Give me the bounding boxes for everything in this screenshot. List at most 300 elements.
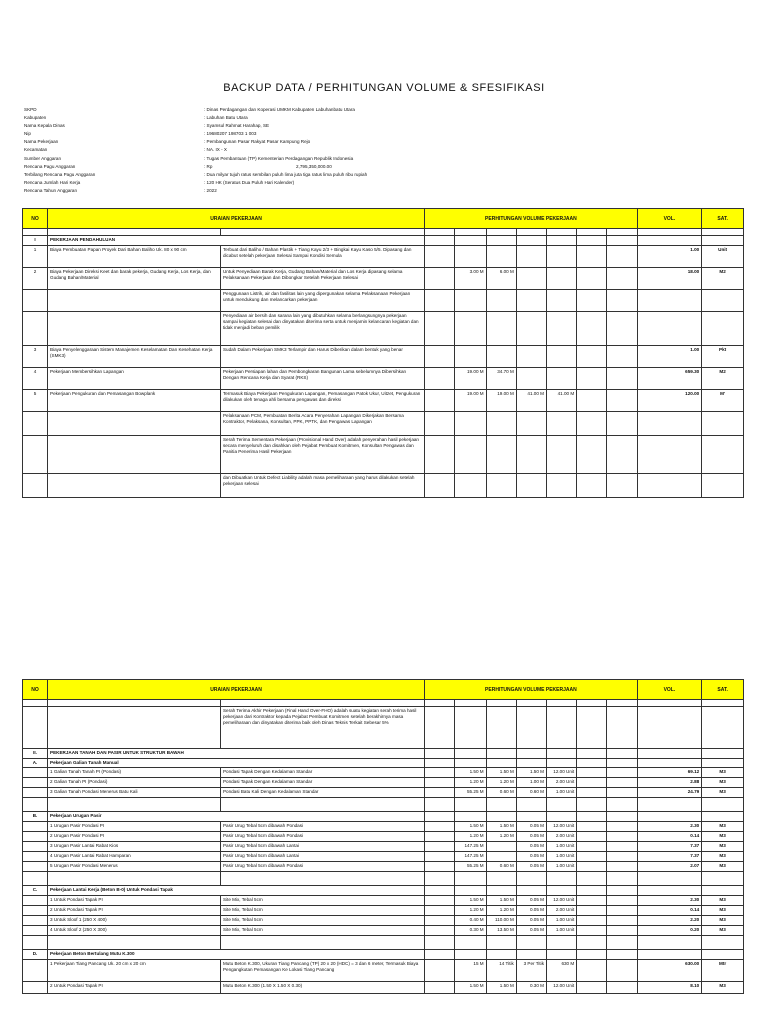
section-title: PEKERJAAN PENDAHULUAN bbox=[48, 236, 425, 246]
table-cell bbox=[607, 474, 637, 498]
row-no: C. bbox=[23, 886, 48, 896]
calc-value: 110.00 M bbox=[486, 916, 516, 926]
row-item: 4 Untuk Sloof 2 (250 X 300) bbox=[48, 926, 221, 936]
table-row bbox=[23, 960, 744, 982]
table-row bbox=[23, 368, 744, 390]
table-cell bbox=[516, 700, 546, 707]
table-cell bbox=[577, 960, 607, 982]
calc-value bbox=[455, 346, 486, 368]
calc-value bbox=[516, 290, 546, 312]
table-cell bbox=[455, 886, 486, 896]
calc-value: 1.20 M bbox=[455, 906, 486, 916]
table-cell bbox=[607, 759, 637, 768]
row-no bbox=[23, 474, 48, 498]
row-desc: Pasir Urug Tebal 5cm dibawah Pondasi bbox=[220, 862, 424, 872]
meta-row bbox=[24, 114, 744, 122]
table-cell bbox=[425, 812, 455, 822]
table-cell bbox=[607, 346, 637, 368]
calc-value: 1.00 Unit bbox=[547, 926, 577, 936]
meta-label: SKPD bbox=[24, 107, 37, 112]
row-no bbox=[23, 960, 48, 982]
table-cell bbox=[607, 936, 637, 950]
calc-value: 41.00 M bbox=[516, 390, 546, 412]
row-item bbox=[48, 707, 221, 749]
header-uraian: URAIAN PEKERJAAN bbox=[48, 680, 425, 700]
meta-label: Kabupaten bbox=[24, 115, 47, 121]
meta-row bbox=[24, 171, 744, 179]
row-unit bbox=[702, 312, 744, 346]
table-cell bbox=[607, 812, 637, 822]
table-cell bbox=[607, 788, 637, 798]
table-cell bbox=[577, 798, 607, 812]
row-no bbox=[23, 842, 48, 852]
table-cell bbox=[23, 700, 48, 707]
table-cell bbox=[425, 368, 455, 390]
calc-value bbox=[516, 346, 546, 368]
calc-value: 19.00 M bbox=[455, 390, 486, 412]
calc-value: 0.60 M bbox=[486, 788, 516, 798]
table-row bbox=[23, 788, 744, 798]
table-cell bbox=[425, 700, 455, 707]
table-cell bbox=[425, 842, 455, 852]
row-item: 1 Urugan Pasir Pondasi PI bbox=[48, 822, 221, 832]
calc-value: 1.50 M bbox=[455, 896, 486, 906]
calc-value bbox=[547, 474, 577, 498]
row-unit: M' bbox=[702, 390, 744, 412]
table-cell bbox=[577, 886, 607, 896]
row-desc: Sudah Dalam Pekerjaan SMK3 Terlampir dan Harus Diberikan dalam bentuk yang benar bbox=[220, 346, 424, 368]
meta-row bbox=[24, 138, 744, 146]
calc-value bbox=[455, 936, 486, 950]
table-cell bbox=[702, 749, 744, 759]
row-unit: Pkt bbox=[702, 346, 744, 368]
table-cell bbox=[577, 412, 607, 436]
calc-value: 1.50 M bbox=[486, 768, 516, 778]
row-no: 3 bbox=[23, 346, 48, 368]
table-cell bbox=[607, 872, 637, 886]
table-cell bbox=[486, 812, 516, 822]
calc-value: 1.50 M bbox=[455, 822, 486, 832]
table-cell bbox=[547, 886, 577, 896]
table-cell bbox=[547, 229, 577, 236]
table-cell bbox=[425, 960, 455, 982]
row-no bbox=[23, 822, 48, 832]
table-cell bbox=[607, 950, 637, 960]
calc-value bbox=[547, 290, 577, 312]
page-title: BACKUP DATA / PERHITUNGAN VOLUME & SFESIFIKASI bbox=[223, 82, 545, 94]
meta-label: Sumber Anggaran bbox=[24, 155, 62, 161]
calc-value bbox=[455, 246, 486, 268]
table-cell bbox=[425, 474, 455, 498]
table-cell bbox=[607, 368, 637, 390]
row-volume: 2.07 bbox=[637, 862, 702, 872]
calc-value bbox=[516, 872, 546, 886]
table-cell bbox=[547, 749, 577, 759]
row-unit: M3 bbox=[702, 852, 744, 862]
calc-value: 12.00 Unit bbox=[547, 982, 577, 994]
row-unit: M3 bbox=[702, 768, 744, 778]
row-volume: 0.20 bbox=[637, 926, 702, 936]
calc-value: 3 Per Titik bbox=[516, 960, 546, 982]
calc-value bbox=[547, 346, 577, 368]
table-cell bbox=[455, 700, 486, 707]
row-desc bbox=[220, 872, 424, 886]
table-cell bbox=[577, 862, 607, 872]
table-cell bbox=[425, 778, 455, 788]
table-cell bbox=[577, 842, 607, 852]
table-cell bbox=[607, 982, 637, 994]
meta-row bbox=[24, 187, 744, 195]
table-cell bbox=[577, 950, 607, 960]
table-cell bbox=[702, 700, 744, 707]
calc-value: 3.00 M bbox=[455, 268, 486, 290]
table-cell bbox=[637, 700, 702, 707]
calc-value bbox=[486, 842, 516, 852]
calc-value: 34.70 M bbox=[486, 368, 516, 390]
table-cell bbox=[425, 268, 455, 290]
meta-label: Terbilang Rencana Pagu Anggaran bbox=[24, 171, 96, 177]
calc-value: 1.20 M bbox=[486, 832, 516, 842]
table-row bbox=[23, 872, 744, 886]
row-no bbox=[23, 926, 48, 936]
table-cell bbox=[455, 950, 486, 960]
calc-value: 2.00 Unit bbox=[547, 906, 577, 916]
table-row bbox=[23, 268, 744, 290]
table-cell bbox=[577, 759, 607, 768]
table-cell bbox=[577, 346, 607, 368]
table-row bbox=[23, 290, 744, 312]
row-volume: 659.30 bbox=[637, 368, 702, 390]
row-volume: 120.00 bbox=[637, 390, 702, 412]
table-cell bbox=[486, 749, 516, 759]
row-volume: 0.14 bbox=[637, 906, 702, 916]
row-item bbox=[48, 798, 221, 812]
row-volume: 24.79 bbox=[637, 788, 702, 798]
row-desc bbox=[220, 936, 424, 950]
meta-row bbox=[24, 155, 744, 163]
meta-value: : Labuhan Batu Utara bbox=[204, 115, 248, 121]
table-row bbox=[23, 982, 744, 994]
table-cell bbox=[637, 886, 702, 896]
row-no bbox=[23, 412, 48, 436]
table-cell bbox=[607, 862, 637, 872]
table-cell bbox=[486, 229, 516, 236]
calc-value: 6.00 M bbox=[486, 268, 516, 290]
table-cell bbox=[607, 700, 637, 707]
calc-value bbox=[455, 412, 486, 436]
table-cell bbox=[577, 707, 607, 749]
row-desc: Pasir Urug Tebal 5cm dibawah Lantai bbox=[220, 842, 424, 852]
row-unit: M3 bbox=[702, 832, 744, 842]
calc-value: 1.20 M bbox=[455, 778, 486, 788]
calc-value bbox=[486, 872, 516, 886]
table-cell bbox=[425, 896, 455, 906]
table-cell bbox=[577, 778, 607, 788]
row-item: 2 Galian Tanah PI (Pondasi) bbox=[48, 778, 221, 788]
table-cell bbox=[547, 950, 577, 960]
calc-value bbox=[516, 798, 546, 812]
row-item: 3 Galian Tanah Pondasi Menerus Batu Kali bbox=[48, 788, 221, 798]
row-item: 2 Untuk Pondasi Tapak PI bbox=[48, 982, 221, 994]
section-title: Pekerjaan Lantai Kerja (Beton B-0) Untuk Pondasi Tapak bbox=[48, 886, 425, 896]
meta-row bbox=[24, 146, 744, 154]
calc-value: 147.25 M bbox=[455, 842, 486, 852]
meta-value: : Pembangunan Pasar Rakyat Pasar Kampung Rejo bbox=[204, 139, 311, 145]
table-cell bbox=[607, 906, 637, 916]
calc-value: 1.20 M bbox=[486, 778, 516, 788]
table-row bbox=[23, 798, 744, 812]
table-cell bbox=[702, 812, 744, 822]
calc-value bbox=[516, 268, 546, 290]
meta-value: : NA. IX - X bbox=[204, 147, 227, 153]
row-unit: M3 bbox=[702, 842, 744, 852]
row-no: D. bbox=[23, 950, 48, 960]
meta-amount: 2,795,350,000.00 bbox=[296, 163, 332, 169]
calc-value bbox=[516, 312, 546, 346]
meta-value: : Syamsul Rahmat Harahap, SE bbox=[204, 123, 270, 129]
row-volume bbox=[637, 936, 702, 950]
row-unit bbox=[702, 872, 744, 886]
table-cell bbox=[425, 862, 455, 872]
row-volume: 1.00 bbox=[637, 346, 702, 368]
calc-value: 1.50 M bbox=[486, 982, 516, 994]
row-unit: M3 bbox=[702, 926, 744, 936]
calc-value: 2.00 Unit bbox=[547, 778, 577, 788]
calc-value bbox=[455, 290, 486, 312]
row-no bbox=[23, 862, 48, 872]
table-cell bbox=[425, 906, 455, 916]
calc-value bbox=[547, 872, 577, 886]
table-cell bbox=[577, 268, 607, 290]
table-row bbox=[23, 862, 744, 872]
section-title: Pekerjaan Galian Tanah Manual bbox=[48, 759, 425, 768]
row-no bbox=[23, 707, 48, 749]
section-row bbox=[23, 236, 744, 246]
row-volume: 2.30 bbox=[637, 822, 702, 832]
calc-value bbox=[516, 474, 546, 498]
table-cell bbox=[425, 916, 455, 926]
row-no bbox=[23, 778, 48, 788]
row-no bbox=[23, 788, 48, 798]
table-cell bbox=[607, 832, 637, 842]
calc-value: 0.05 M bbox=[516, 906, 546, 916]
row-volume: 0.14 bbox=[637, 832, 702, 842]
meta-label: Rencana Tahun Anggaran bbox=[24, 187, 78, 193]
row-volume: 2.20 bbox=[637, 916, 702, 926]
calc-value bbox=[455, 872, 486, 886]
header-sat: SAT. bbox=[702, 680, 744, 700]
row-no bbox=[23, 896, 48, 906]
table-cell bbox=[607, 412, 637, 436]
calc-value: 0.05 M bbox=[516, 832, 546, 842]
table-cell bbox=[607, 749, 637, 759]
table-cell bbox=[516, 950, 546, 960]
row-item: 1 Untuk Pondasi Tapak PI bbox=[48, 896, 221, 906]
table-cell bbox=[577, 788, 607, 798]
table-row bbox=[23, 822, 744, 832]
table-header-row bbox=[23, 680, 744, 700]
table-cell bbox=[425, 832, 455, 842]
row-unit: M3 bbox=[702, 906, 744, 916]
calc-value: 0.05 M bbox=[516, 822, 546, 832]
section-title: Pekerjaan Urugan Pasir bbox=[48, 812, 425, 822]
calc-value bbox=[455, 312, 486, 346]
table-cell bbox=[607, 268, 637, 290]
calc-value bbox=[455, 474, 486, 498]
calc-value: 0.40 M bbox=[455, 916, 486, 926]
table-cell bbox=[425, 390, 455, 412]
table-cell bbox=[577, 436, 607, 474]
table-cell bbox=[425, 236, 455, 246]
calc-value: 1.50 M bbox=[486, 896, 516, 906]
row-desc: Pelaksanaan PCM, Pembuatan Berita Acara Penyerahan Lapangan Dikerjakan Bersama Kontraktor, Pelaksana, Konsultan, PPK, PPTK, dan Pengawas Lapangan bbox=[220, 412, 424, 436]
table-row bbox=[23, 346, 744, 368]
meta-label: Nama Pekerjaan bbox=[24, 139, 59, 145]
calc-value: 1.00 Unit bbox=[547, 842, 577, 852]
row-desc: Mutu Beton K.300 (1.50 X 1.50 X 0.30) bbox=[220, 982, 424, 994]
calc-value: 0.60 M bbox=[516, 788, 546, 798]
row-no bbox=[23, 852, 48, 862]
row-unit: M3 bbox=[702, 822, 744, 832]
calc-value bbox=[516, 436, 546, 474]
row-no bbox=[23, 832, 48, 842]
row-desc: Pasir Urug Tebal 5cm dibawah Lantai bbox=[220, 852, 424, 862]
row-no: I bbox=[23, 236, 48, 246]
section-title: PEKERJAAN TANAH DAN PASIR UNTUK STRUKTUR BAWAH bbox=[48, 749, 425, 759]
table-cell bbox=[486, 700, 516, 707]
row-volume: 8.10 bbox=[637, 982, 702, 994]
row-unit: M3 bbox=[702, 788, 744, 798]
row-desc: Pondasi Tapak Dengan Kedalaman Standar bbox=[220, 778, 424, 788]
row-unit bbox=[702, 436, 744, 474]
row-desc: Pondasi Batu Kali Dengan Kedalaman Standar bbox=[220, 788, 424, 798]
table-row bbox=[23, 707, 744, 749]
table-cell bbox=[607, 778, 637, 788]
table-cell bbox=[577, 896, 607, 906]
table-cell bbox=[607, 290, 637, 312]
table-cell bbox=[425, 436, 455, 474]
table-cell bbox=[607, 246, 637, 268]
meta-row bbox=[24, 163, 744, 171]
calc-value: 0.05 M bbox=[516, 842, 546, 852]
row-desc: Serah Terima Sementara Pekerjaan (Provisional Hand Over) adalah penyerahan hasil pekerjaan secara menyeluruh dan disahkan oleh Pejabat Pembuat Komitmen, Konsultan Pengawas dan Panitia Penerima Hasil Pekerjaan bbox=[220, 436, 424, 474]
row-item: Biaya Pekerjaan Direksi Keet dan barak pekerja, Gudang Kerja, Los Kerja, dan Gudang Bahan/Material bbox=[48, 268, 221, 290]
table-cell bbox=[577, 812, 607, 822]
row-no: 4 bbox=[23, 368, 48, 390]
row-item: 2 Urugan Pasir Pondasi PI bbox=[48, 832, 221, 842]
table-cell bbox=[425, 950, 455, 960]
table-cell bbox=[577, 926, 607, 936]
table-cell bbox=[637, 759, 702, 768]
meta-row bbox=[24, 130, 744, 138]
table-cell bbox=[607, 916, 637, 926]
calc-value bbox=[486, 936, 516, 950]
calc-value bbox=[486, 412, 516, 436]
table-cell bbox=[577, 982, 607, 994]
table-row bbox=[23, 312, 744, 346]
table-cell bbox=[516, 812, 546, 822]
section-row bbox=[23, 950, 744, 960]
table-row bbox=[23, 390, 744, 412]
row-no bbox=[23, 436, 48, 474]
row-item bbox=[48, 436, 221, 474]
calc-value bbox=[516, 246, 546, 268]
meta-row bbox=[24, 122, 744, 130]
calc-value bbox=[516, 412, 546, 436]
row-item bbox=[48, 936, 221, 950]
calc-value: 1.50 M bbox=[455, 768, 486, 778]
row-unit bbox=[702, 474, 744, 498]
row-no: II. bbox=[23, 749, 48, 759]
table-cell bbox=[702, 229, 744, 236]
row-volume: 2.88 bbox=[637, 778, 702, 788]
row-desc: dan Dibuatkan Untuk Defect Liability adalah masa pemeliharaan yang harus dilakukan setelah pekerjaan selesai bbox=[220, 474, 424, 498]
table-row bbox=[23, 474, 744, 498]
row-desc: Serah Terima Akhir Pekerjaan (Final Hand Over-FHO) adalah suatu kegiatan serah terima hasil pekerjaan dari Kontraktor kepada Pejabat Pembuat Komitmen setelah berakhirnya masa pemeliharaan dan dinyatakan diterima baik oleh Dinas Teknis Terkait Sebesar 5% bbox=[220, 707, 424, 749]
table-cell bbox=[607, 229, 637, 236]
row-no: B. bbox=[23, 812, 48, 822]
row-unit: M3 bbox=[702, 778, 744, 788]
row-volume: 7.37 bbox=[637, 852, 702, 862]
table-row bbox=[23, 412, 744, 436]
table-row bbox=[23, 916, 744, 926]
table-cell bbox=[547, 812, 577, 822]
table-cell bbox=[607, 707, 637, 749]
row-item: 1 Pekerjaan Tiang Pancang Uk. 20 cm x 20 cm bbox=[48, 960, 221, 982]
row-desc: Site Mix, Tebal 5cm bbox=[220, 916, 424, 926]
calc-value: 0.05 M bbox=[516, 896, 546, 906]
calc-value bbox=[547, 707, 577, 749]
table-cell bbox=[220, 700, 424, 707]
meta-value: : 120 HK (Seratus Dua Puluh Hari Kalender) bbox=[204, 179, 295, 185]
table-cell bbox=[702, 950, 744, 960]
calc-value bbox=[486, 707, 516, 749]
calc-value: 1.00 Unit bbox=[547, 852, 577, 862]
row-desc: Terbuat dari Baliho / Bahan Plastik + Tiang Kayu 2/3 + Bingkai Kayu Kaso 5/5. Dipasang dan dicabut setelah pekerjaan Selesai Sampai Kondisi Semula bbox=[220, 246, 424, 268]
table-cell bbox=[577, 312, 607, 346]
row-item: Biaya Penyelenggaraan Sistem Manajemen Keselamatan Dan Kesehatan Kerja (SMK3) bbox=[48, 346, 221, 368]
row-desc: Site Mix, Tebal 5cm bbox=[220, 906, 424, 916]
meta-value: : Dua milyar tujuh ratus sembilan puluh lima juta tiga ratus lima puluh ribu rupiah bbox=[204, 171, 368, 177]
calc-value: 630 M bbox=[547, 960, 577, 982]
calc-value: 1.50 M bbox=[516, 768, 546, 778]
row-desc: Pasir Urug Tebal 5cm dibawah Pondasi bbox=[220, 822, 424, 832]
row-item bbox=[48, 412, 221, 436]
table-cell bbox=[455, 749, 486, 759]
row-no bbox=[23, 798, 48, 812]
table-cell bbox=[425, 982, 455, 994]
table-header-row bbox=[23, 209, 744, 229]
table-row bbox=[23, 832, 744, 842]
calc-value bbox=[486, 346, 516, 368]
row-desc: Site Mix, Tebal 5cm bbox=[220, 926, 424, 936]
row-item bbox=[48, 312, 221, 346]
row-no bbox=[23, 312, 48, 346]
row-desc: Pondasi Tapak Dengan Kedalaman Standar bbox=[220, 768, 424, 778]
calc-value bbox=[486, 474, 516, 498]
row-unit: M2 bbox=[702, 368, 744, 390]
row-unit: M3 bbox=[702, 982, 744, 994]
table-cell bbox=[607, 312, 637, 346]
meta-label: Nama Kepala Dinas bbox=[24, 123, 65, 129]
row-volume: 2.30 bbox=[637, 896, 702, 906]
table-cell bbox=[577, 768, 607, 778]
row-volume: 630.00 bbox=[637, 960, 702, 982]
row-item: 2 Untuk Pondasi Tapak PI bbox=[48, 906, 221, 916]
table-cell bbox=[425, 936, 455, 950]
row-item bbox=[48, 872, 221, 886]
section-row bbox=[23, 886, 744, 896]
